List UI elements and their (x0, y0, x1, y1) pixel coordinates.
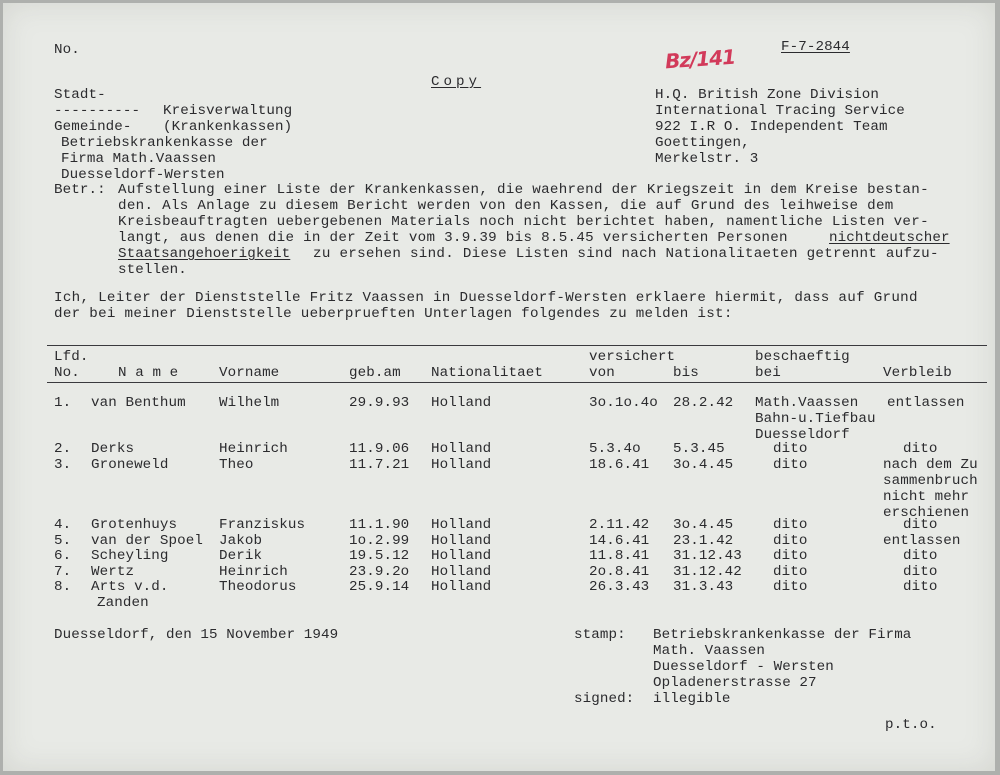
stamp-line-3: Duesseldorf - Wersten (653, 659, 834, 675)
row-geb: 11.9.06 (349, 441, 410, 457)
subject-line-2: den. Als Anlage zu diesem Bericht werden von den Kassen, die auf Grund des leihweise dem (118, 198, 894, 214)
row-name: Wertz (91, 564, 135, 580)
header-nationalitaet: Nationalitaet (431, 365, 543, 381)
row-bis: 3o.4.45 (673, 457, 734, 473)
copy-title: Copy (431, 74, 482, 90)
row-bis: 31.12.43 (673, 548, 742, 564)
subject-line-4: langt, aus denen die in der Zeit vom 3.9.39 bis 8.5.45 versicherten Personen (118, 230, 788, 246)
sender-line-1: Stadt- (54, 87, 106, 103)
row-nationalitaet: Holland (431, 564, 492, 580)
row-verbleib: dito (903, 441, 938, 457)
table-row (3, 533, 995, 549)
recipient-line-5: Merkelstr. 3 (655, 151, 759, 167)
row-verbleib-line-4: erschienen (883, 505, 970, 521)
declaration-line-1: Ich, Leiter der Dienststelle Fritz Vaassen in Duesseldorf-Wersten erklaere hiermit, dass auf Grund (54, 290, 918, 306)
stamp-label: stamp: (574, 627, 626, 643)
row-no: 2. (54, 441, 72, 457)
row-bei: dito (773, 533, 808, 549)
row-geb: 19.5.12 (349, 548, 410, 564)
row-von: 3o.1o.4o (589, 395, 658, 411)
row-bei: dito (773, 548, 808, 564)
row-vorname: Franziskus (219, 517, 306, 533)
declaration-line-2: der bei meiner Dienststelle ueberprueften Unterlagen folgendes zu melden ist: (54, 306, 733, 322)
please-turn-over: p.t.o. (885, 717, 937, 733)
sender-line-2-text: Kreisverwaltung (163, 103, 293, 119)
row-bis: 3o.4.45 (673, 517, 734, 533)
row-geb: 11.1.90 (349, 517, 410, 533)
table-row (3, 395, 995, 443)
row-verbleib: entlassen (887, 395, 965, 411)
row-bei-line-3: Duesseldorf (755, 427, 850, 443)
sender-line-3-label: Gemeinde- (54, 119, 132, 135)
row-bei: dito (773, 441, 808, 457)
row-name: Scheyling (91, 548, 169, 564)
row-name: van Benthum (91, 395, 186, 411)
row-nationalitaet: Holland (431, 517, 492, 533)
row-von: 18.6.41 (589, 457, 650, 473)
row-verbleib: dito (903, 579, 938, 595)
table-row (3, 564, 995, 580)
sender-line-3-text: (Krankenkassen) (163, 119, 293, 135)
sender-line-2-dashes: ---------- (54, 103, 141, 119)
row-no: 5. (54, 533, 72, 549)
row-bis: 23.1.42 (673, 533, 734, 549)
row-name: Derks (91, 441, 135, 457)
row-name: Groneweld (91, 457, 169, 473)
row-no: 7. (54, 564, 72, 580)
row-vorname: Theodorus (219, 579, 297, 595)
row-geb: 23.9.2o (349, 564, 410, 580)
row-nationalitaet: Holland (431, 579, 492, 595)
row-nationalitaet: Holland (431, 395, 492, 411)
header-geb: geb.am (349, 365, 401, 381)
row-bis: 5.3.45 (673, 441, 725, 457)
signed-value: illegible (653, 691, 731, 707)
header-von: von (589, 365, 615, 381)
subject-label: Betr.: (54, 182, 106, 198)
row-vorname: Heinrich (219, 564, 288, 580)
header-name: N a m e (118, 365, 179, 381)
header-versichert: versichert (589, 349, 676, 365)
signed-label: signed: (574, 691, 635, 707)
row-vorname: Theo (219, 457, 254, 473)
row-name-line-2: Zanden (97, 595, 149, 611)
row-name: Grotenhuys (91, 517, 178, 533)
file-reference: F-7-2844 (781, 39, 850, 55)
row-verbleib: nach dem Zu (883, 457, 978, 473)
row-bei-line-2: Bahn-u.Tiefbau (755, 411, 876, 427)
row-nationalitaet: Holland (431, 457, 492, 473)
row-name: Arts v.d. (91, 579, 169, 595)
row-verbleib: dito (903, 548, 938, 564)
recipient-line-3: 922 I.R O. Independent Team (655, 119, 888, 135)
stamp-line-1: Betriebskrankenkasse der Firma (653, 627, 912, 643)
row-von: 2o.8.41 (589, 564, 650, 580)
row-bei: dito (773, 457, 808, 473)
row-verbleib-line-2: sammenbruch (883, 473, 978, 489)
row-verbleib: dito (903, 517, 938, 533)
row-von: 26.3.43 (589, 579, 650, 595)
recipient-line-1: H.Q. British Zone Division (655, 87, 879, 103)
subject-line-3: Kreisbeauftragten uebergebenen Materials noch nicht berichtet haben, namentliche Listen ver- (118, 214, 929, 230)
header-verbleib: Verbleib (883, 365, 952, 381)
row-bei: Math.Vaassen (755, 395, 859, 411)
subject-line-1: Aufstellung einer Liste der Krankenkassen, die waehrend der Kriegszeit in dem Kreise bestan- (118, 182, 929, 198)
row-vorname: Derik (219, 548, 263, 564)
table-row (3, 457, 995, 521)
stamp-line-4: Opladenerstrasse 27 (653, 675, 817, 691)
header-vorname: Vorname (219, 365, 280, 381)
stamp-line-2: Math. Vaassen (653, 643, 765, 659)
row-no: 1. (54, 395, 72, 411)
row-geb: 1o.2.99 (349, 533, 410, 549)
place-and-date: Duesseldorf, den 15 November 1949 (54, 627, 339, 643)
row-von: 2.11.42 (589, 517, 650, 533)
row-no: 4. (54, 517, 72, 533)
row-no: 3. (54, 457, 72, 473)
row-vorname: Jakob (219, 533, 263, 549)
row-bis: 28.2.42 (673, 395, 734, 411)
row-no: 8. (54, 579, 72, 595)
recipient-line-2: International Tracing Service (655, 103, 905, 119)
sender-line-6: Duesseldorf-Wersten (61, 167, 225, 183)
row-bis: 31.3.43 (673, 579, 734, 595)
row-name: van der Spoel (91, 533, 203, 549)
document-page (3, 3, 995, 771)
row-geb: 11.7.21 (349, 457, 410, 473)
row-verbleib-line-3: nicht mehr (883, 489, 970, 505)
header-lfd: Lfd. (54, 349, 89, 365)
row-bei: dito (773, 517, 808, 533)
table-top-rule (47, 345, 987, 346)
row-verbleib: dito (903, 564, 938, 580)
row-von: 14.6.41 (589, 533, 650, 549)
header-bei: bei (755, 365, 781, 381)
row-nationalitaet: Holland (431, 533, 492, 549)
row-bei: dito (773, 579, 808, 595)
row-nationalitaet: Holland (431, 548, 492, 564)
subject-underlined-term-2: Staatsangehoerigkeit (118, 246, 291, 262)
handwritten-mark: Bz/141 (664, 44, 736, 74)
table-row (3, 548, 995, 564)
row-vorname: Heinrich (219, 441, 288, 457)
table-row (3, 517, 995, 533)
row-bis: 31.12.42 (673, 564, 742, 580)
sender-line-4: Betriebskrankenkasse der (61, 135, 268, 151)
row-nationalitaet: Holland (431, 441, 492, 457)
row-von: 5.3.4o (589, 441, 641, 457)
table-row (3, 441, 995, 457)
sender-line-5: Firma Math.Vaassen (61, 151, 217, 167)
header-bis: bis (673, 365, 699, 381)
row-verbleib: entlassen (883, 533, 961, 549)
row-bei: dito (773, 564, 808, 580)
row-no: 6. (54, 548, 72, 564)
subject-underlined-term-1: nichtdeutscher (829, 230, 950, 246)
table-row (3, 579, 995, 611)
subject-line-5: zu ersehen sind. Diese Listen sind nach Nationalitaeten getrennt aufzu- (313, 246, 939, 262)
recipient-line-4: Goettingen, (655, 135, 750, 151)
row-geb: 25.9.14 (349, 579, 410, 595)
subject-line-6: stellen. (118, 262, 187, 278)
header-no: No. (54, 365, 80, 381)
table-header-rule (47, 382, 987, 383)
row-von: 11.8.41 (589, 548, 650, 564)
header-beschaeftigt: beschaeftig (755, 349, 850, 365)
number-label: No. (54, 42, 80, 58)
row-vorname: Wilhelm (219, 395, 280, 411)
row-geb: 29.9.93 (349, 395, 410, 411)
